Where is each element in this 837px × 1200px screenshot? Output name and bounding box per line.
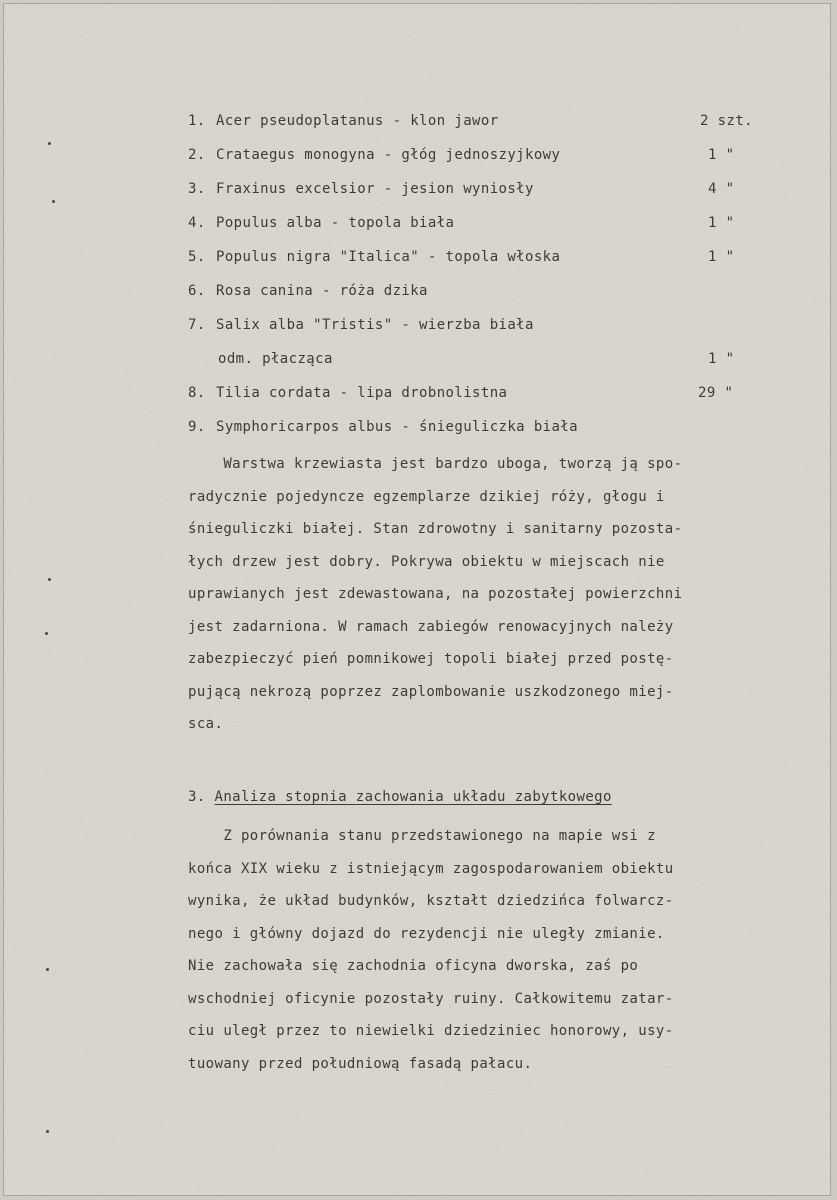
item-number: 1. [188, 113, 206, 129]
item-text: Populus nigra "Italica" - topola włoska [216, 249, 561, 265]
item-text: Salix alba "Tristis" - wierzba biała [216, 317, 534, 333]
item-quantity: 2 szt. [700, 113, 753, 129]
list-item [188, 274, 788, 308]
item-number: 4. [188, 215, 206, 231]
item-text: Fraxinus excelsior - jesion wyniosły [216, 181, 534, 197]
text-line: nego i główny dojazd do rezydencji nie uległy zmianie. [188, 925, 665, 942]
item-text: Tilia cordata - lipa drobnolistna [216, 385, 508, 401]
list-item [188, 172, 788, 206]
list-item [188, 376, 788, 410]
item-quantity: 1 " [708, 215, 735, 231]
text-line: wschodniej oficynie pozostały ruiny. Całkowitemu zatar- [188, 990, 674, 1007]
margin-mark [48, 578, 51, 581]
text-line: tuowany przed południową fasadą pałacu. [188, 1055, 533, 1072]
item-quantity: 1 " [708, 351, 735, 367]
section-heading [188, 780, 612, 814]
item-text: Rosa canina - róża dzika [216, 283, 428, 299]
section-number: 3. [188, 789, 206, 805]
species-list [188, 104, 788, 444]
item-quantity: 1 " [708, 147, 735, 163]
text-line: końca XIX wieku z istniejącym zagospodarowaniem obiektu [188, 860, 674, 877]
text-line: pującą nekrozą poprzez zaplombowanie uszkodzonego miej- [188, 683, 674, 700]
text-line: radycznie pojedyncze egzemplarze dzikiej róży, głogu i [188, 488, 665, 505]
text-line: wynika, że układ budynków, kształt dziedzińca folwarcz- [188, 893, 674, 909]
item-quantity: 29 " [698, 385, 734, 401]
text-line: sca. [188, 716, 224, 732]
item-number: 6. [188, 283, 206, 299]
list-item [188, 206, 788, 240]
list-item [188, 342, 788, 376]
item-number: 7. [188, 317, 206, 333]
margin-mark [46, 1130, 49, 1133]
text-line: jest zadarniona. W ramach zabiegów renowacyjnych należy [188, 618, 674, 635]
list-item [188, 104, 788, 138]
margin-mark [48, 142, 51, 145]
text-line: łych drzew jest dobry. Pokrywa obiektu w miejscach nie [188, 553, 665, 570]
text-line: Z porównania stanu przedstawionego na mapie wsi z [188, 828, 656, 844]
item-number: 5. [188, 249, 206, 265]
section-title: Analiza stopnia zachowania układu zabytkowego [214, 789, 612, 805]
list-item [188, 410, 788, 444]
margin-mark [52, 200, 55, 203]
item-number: 3. [188, 181, 206, 197]
text-line: Nie zachowała się zachodnia oficyna dworska, zaś po [188, 958, 639, 974]
list-item [188, 308, 788, 342]
text-line: zabezpieczyć pień pomnikowej topoli białej przed postę- [188, 651, 674, 667]
item-number: 8. [188, 385, 206, 401]
paragraph-shrub-layer [188, 448, 758, 741]
list-item [188, 138, 788, 172]
paragraph-analysis [188, 820, 758, 1080]
item-quantity: 1 " [708, 249, 735, 265]
item-quantity: 4 " [708, 181, 735, 197]
text-line: śnieguliczki białej. Stan zdrowotny i sanitarny pozosta- [188, 521, 683, 537]
text-line: ciu uległ przez to niewielki dziedziniec honorowy, usy- [188, 1023, 674, 1039]
text-line: Warstwa krzewiasta jest bardzo uboga, tworzą ją spo- [188, 456, 683, 472]
item-text: Acer pseudoplatanus - klon jawor [216, 113, 499, 129]
item-number: 2. [188, 147, 206, 163]
margin-mark [46, 968, 49, 971]
item-text: Symphoricarpos albus - śnieguliczka biała [216, 419, 578, 435]
item-number: 9. [188, 419, 206, 435]
item-text: Populus alba - topola biała [216, 215, 455, 231]
list-item [188, 240, 788, 274]
margin-mark [45, 632, 48, 635]
item-text: Crataegus monogyna - głóg jednoszyjkowy [216, 147, 561, 163]
item-text: odm. płacząca [218, 351, 333, 367]
text-line: uprawianych jest zdewastowana, na pozostałej powierzchni [188, 586, 683, 602]
